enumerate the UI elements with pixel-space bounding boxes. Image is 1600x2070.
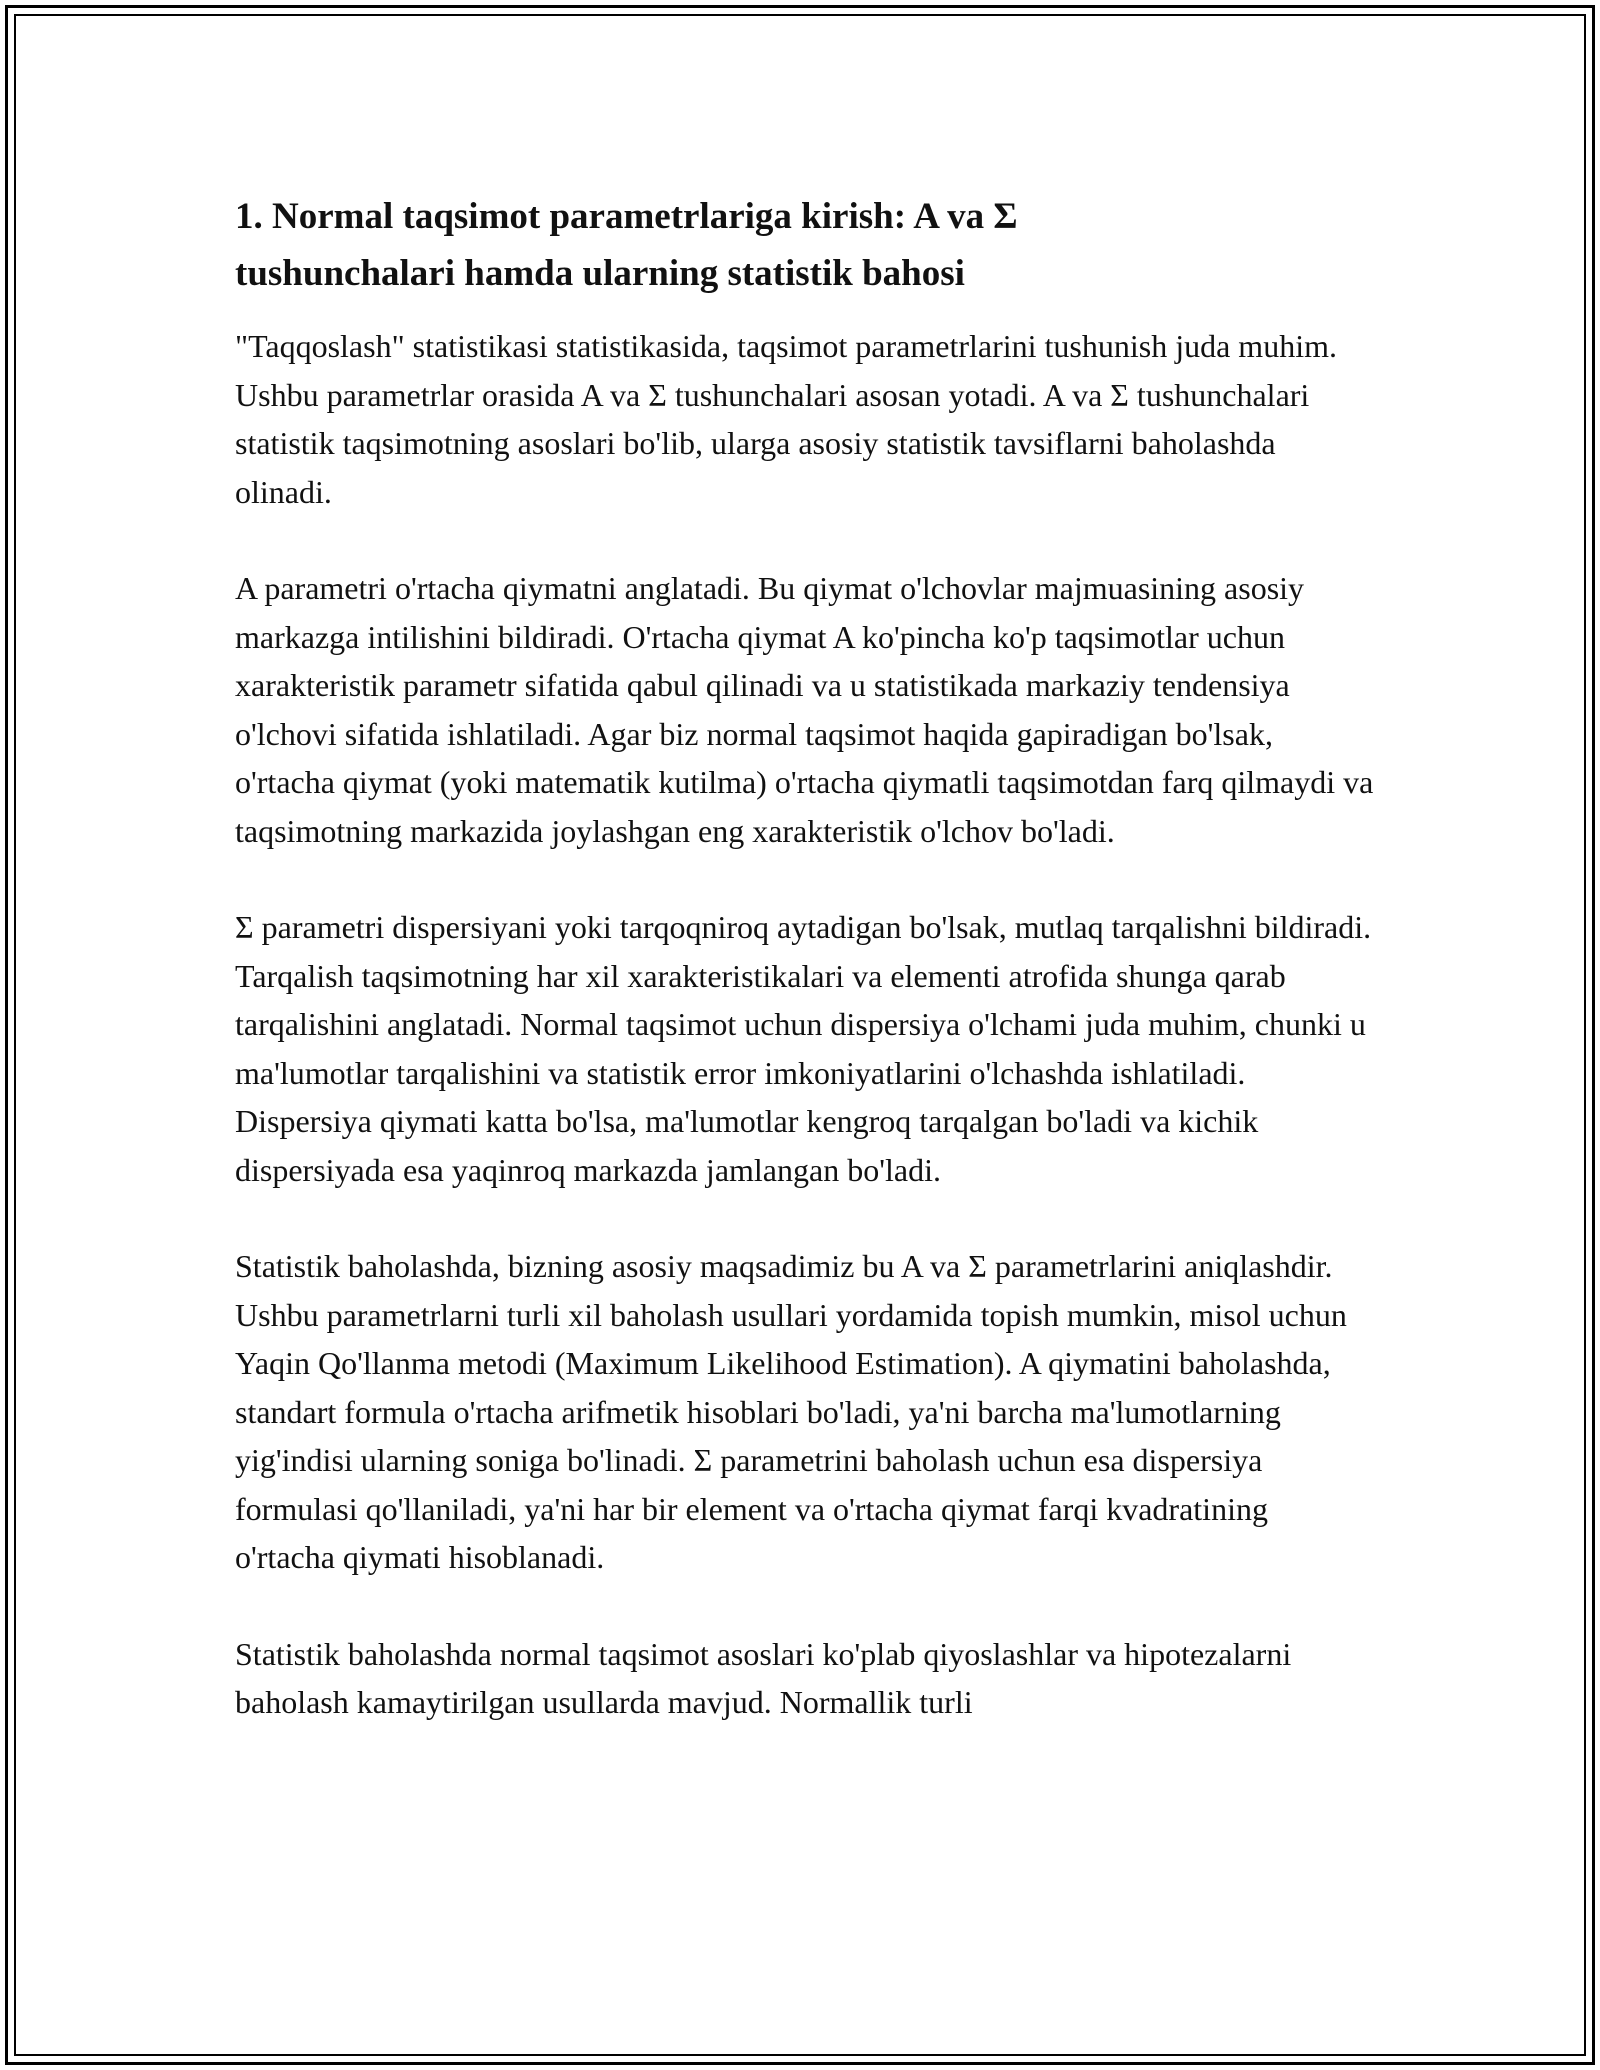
paragraph-a-parameter: A parametri o'rtacha qiymatni anglatadi. Bu qiymat o'lchovlar majmuasining asosiy markazga intilishini bildiradi. O'rtacha qiymat A ko'pincha ko'p taqsimotlar uchun xarakteristik parametr sifatida qabul qilinadi va u statistikada markaziy tendensiya o'lchovi sifatida ishlatiladi. Agar biz normal taqsimot haqida gapiradigan bo'lsak, o'rtacha qiymat (yoki matematik kutilma) o'rtacha qiymatli taqsimotdan farq qilmaydi va taqsimotning markazida joylashgan eng xarakteristik o'lchov bo'ladi. (235, 570, 1374, 849)
paragraph-sigma-parameter: Σ parametri dispersiyani yoki tarqoqniroq aytadigan bo'lsak, mutlaq tarqalishni bildiradi. Tarqalish taqsimotning har xil xarakteristikalari va elementi atrofida shunga qarab tarqalishini anglatadi. Normal taqsimot uchun dispersiya o'lchami juda muhim, chunki u ma'lumotlar tarqalishini va statistik error imkoniyatlarini o'lchashda ishlatiladi. Dispersiya qiymati katta bo'lsa, ma'lumotlar kengroq tarqalgan bo'ladi va kichik dispersiyada esa yaqinroq markazda jamlangan bo'ladi. (235, 909, 1372, 1188)
document-body (235, 188, 1375, 1775)
paragraph-estimation: Statistik baholashda, bizning asosiy maqsadimiz bu A va Σ parametrlarini aniqlashdir. Ushbu parametrlarni turli xil baholash usullari yordamida topish mumkin, misol uchun Yaqin Qo'llanma metodi (Maximum Likelihood Estimation). A qiymatini baholashda, standart formula o'rtacha arifmetik hisoblari bo'ladi, ya'ni barcha ma'lumotlarning yig'indisi ularning soniga bo'linadi. Σ parametrini baholash uchun esa dispersiya formulasi qo'llaniladi, ya'ni har bir element va o'rtacha qiymat farqi kvadratining o'rtacha qiymati hisoblanadi. (235, 1248, 1347, 1575)
paragraph-intro: "Taqqoslash" statistikasi statistikasida, taqsimot parametrlarini tushunish juda muhim. Ushbu parametrlar orasida A va Σ tushunchalari asosan yotadi. A va Σ tushunchalari statistik taqsimotning asoslari bo'lib, ularga asosiy statistik tavsiflarni baholashda olinadi. (235, 328, 1337, 510)
paragraph-normality: Statistik baholashda normal taqsimot asoslari ko'plab qiyoslashlar va hipotezalarni baholash kamaytirilgan usullarda mavjud. Normallik turli (235, 1635, 1292, 1720)
section-heading: 1. Normal taqsimot parametrlariga kirish: A va Σ tushunchalari hamda ularning statistik bahosi (235, 196, 1018, 294)
